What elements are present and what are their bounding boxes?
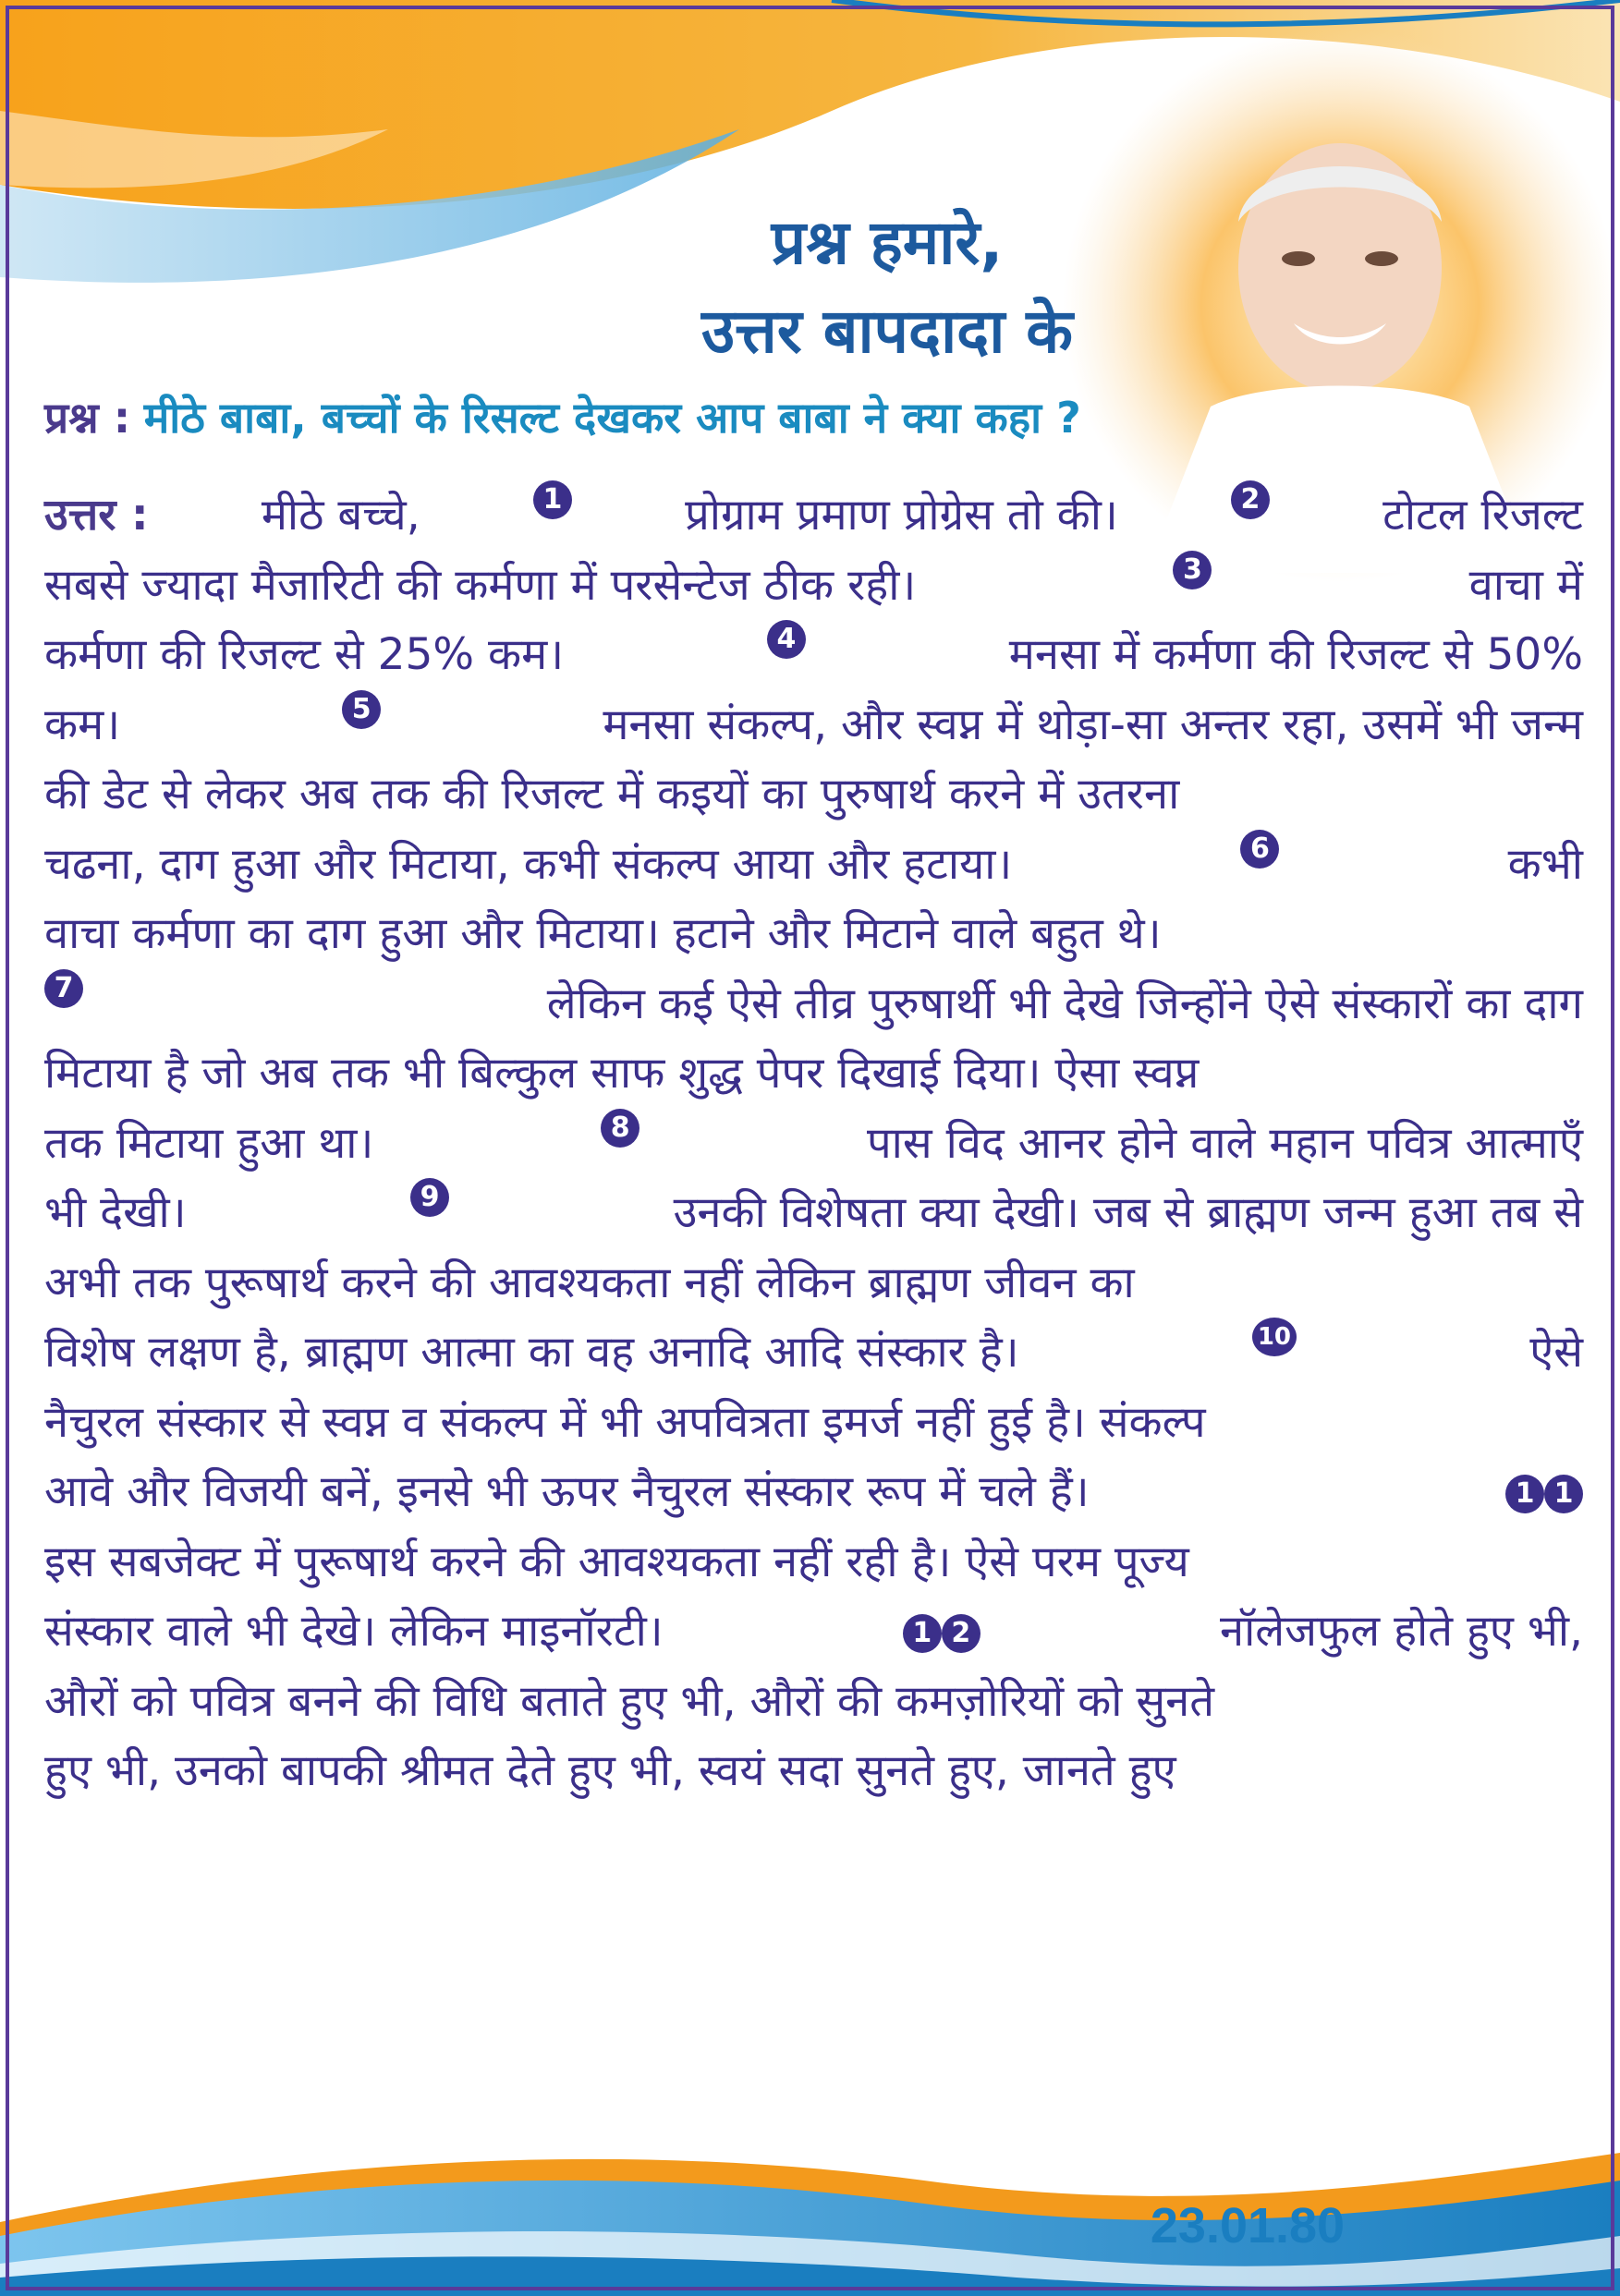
answer-line [44, 690, 1583, 760]
answer-text: भी देखी। [44, 1187, 187, 1238]
answer-line [44, 1388, 1583, 1458]
answer-text: चढना, दाग हुआ और मिटाया, कभी संकल्प आया और हटाया। [44, 838, 1013, 890]
answer-text: हुए भी, उनको बापकी श्रीमत देते हुए भी, स्वयं सदा सुनते हुए, जानते हुए [44, 1745, 1176, 1796]
answer-text: प्रोग्राम प्रमाण प्रोग्रेस तो की। [685, 490, 1118, 541]
number-badge-12: 1 2 [903, 1597, 981, 1667]
answer-line [44, 551, 1583, 621]
answer-text: लेकिन कई ऐसे तीव्र पुरुषार्थी भी देखे जिन्होंने ऐसे संस्कारों का दाग [546, 978, 1583, 1029]
answer-text: इस सबजेक्ट में पुरूषार्थ करने की आवश्यकता नहीं रही है। ऐसे परम पूज्य [44, 1536, 1189, 1587]
number-badge-5: 5 [342, 690, 381, 729]
answer-text: ऐसे [1529, 1327, 1583, 1378]
answer-text: मीठे बच्चे, [261, 490, 420, 541]
number-badge-10: 10 [1252, 1318, 1297, 1356]
date-stamp: 23.01.80 [1150, 2198, 1346, 2253]
answer-text: कम। [44, 699, 121, 750]
answer-line [44, 1039, 1583, 1109]
number-badge-2: 2 [1231, 480, 1270, 519]
answer-line [44, 620, 1583, 690]
answer-text: तक मिटाया हुआ था। [44, 1117, 374, 1169]
question-block [44, 388, 1578, 447]
answer-text: औरों को पवित्र बनने की विधि बताते हुए भी, औरों की कमज़ोरियों को सुनते [44, 1675, 1214, 1727]
number-badge-8: 8 [601, 1109, 639, 1148]
answer-text: संस्कार वाले भी देखे। लेकिन माइनॉरटी। [44, 1606, 664, 1657]
number-badge-6: 6 [1240, 830, 1279, 869]
answer-text: आवे और विजयी बनें, इनसे भी ऊपर नैचुरल संस्कार रूप में चले हैं। [44, 1466, 1090, 1517]
number-badge-4: 4 [767, 620, 806, 659]
answer-line [44, 1457, 1583, 1527]
answer-block [44, 480, 1583, 1806]
answer-line [44, 1109, 1583, 1179]
answer-text: पास विद आनर होने वाले महान पवित्र आत्माएँ [866, 1117, 1583, 1169]
answer-line [44, 899, 1583, 969]
answer-line [44, 1248, 1583, 1318]
answer-label: उत्तर : [44, 490, 149, 541]
answer-line [44, 1527, 1583, 1597]
answer-text: टोटल रिजल्ट [1382, 490, 1583, 541]
title-line-2: उत्तर बापदादा के [701, 296, 1073, 367]
answer-line [44, 969, 1583, 1039]
answer-text: नैचुरल संस्कार से स्वप्न व संकल्प में भी अपवित्रता इमर्ज नहीं हुई है। संकल्प [44, 1396, 1206, 1448]
number-badge-1: 1 [533, 480, 572, 519]
answer-text: मनसा में कर्मणा की रिजल्ट से 50% [1008, 629, 1583, 680]
number-badge-3: 3 [1173, 551, 1212, 589]
answer-line [44, 480, 1583, 551]
answer-text: अभी तक पुरूषार्थ करने की आवश्यकता नहीं लेकिन ब्राह्मण जीवन का [44, 1257, 1135, 1308]
answer-line [44, 830, 1583, 900]
answer-text: वाचा कर्मणा का दाग हुआ और मिटाया। हटाने और मिटाने वाले बहुत थे। [44, 908, 1162, 959]
answer-text: विशेष लक्षण है, ब्राह्मण आत्मा का वह अनादि आदि संस्कार है। [44, 1327, 1019, 1378]
answer-line [44, 1736, 1583, 1806]
number-badge-9: 9 [410, 1178, 449, 1217]
answer-text: की डेट से लेकर अब तक की रिजल्ट में कइयों का पुरुषार्थ करने में उतरना [44, 769, 1180, 820]
number-badge-7: 7 [44, 969, 83, 1008]
answer-text: मिटाया है जो अब तक भी बिल्कुल साफ शुद्ध पेपर दिखाई दिया। ऐसा स्वप्न [44, 1048, 1200, 1099]
answer-line [44, 1318, 1583, 1388]
question-text: मीठे बाबा, बच्चों के रिसल्ट देखकर आप बाबा ने क्या कहा ? [143, 393, 1081, 443]
answer-text: वाचा में [1468, 559, 1583, 611]
page-title [591, 199, 1183, 376]
answer-line [44, 1178, 1583, 1248]
answer-text: उनकी विशेषता क्या देखी। जब से ब्राह्मण जन्म हुआ तब से [673, 1187, 1583, 1238]
answer-text: मनसा संकल्प, और स्वप्न में थोड़ा-सा अन्तर रहा, उसमें भी जन्म [603, 699, 1583, 750]
answer-line [44, 1597, 1583, 1667]
answer-line [44, 1667, 1583, 1737]
answer-text: नॉलेजफुल होते हुए भी, [1220, 1606, 1583, 1657]
answer-text: सबसे ज्यादा मैजारिटी की कर्मणा में परसेन्टेज ठीक रही। [44, 559, 917, 611]
answer-line [44, 759, 1583, 830]
answer-text: कर्मणा की रिजल्ट से 25% कम। [44, 629, 565, 680]
number-badge-11: 1 1 [1505, 1457, 1583, 1527]
title-line-1: प्रश्न हमारे, [771, 207, 1004, 278]
question-label: प्रश्न : [44, 393, 131, 443]
answer-text: कभी [1507, 838, 1583, 890]
